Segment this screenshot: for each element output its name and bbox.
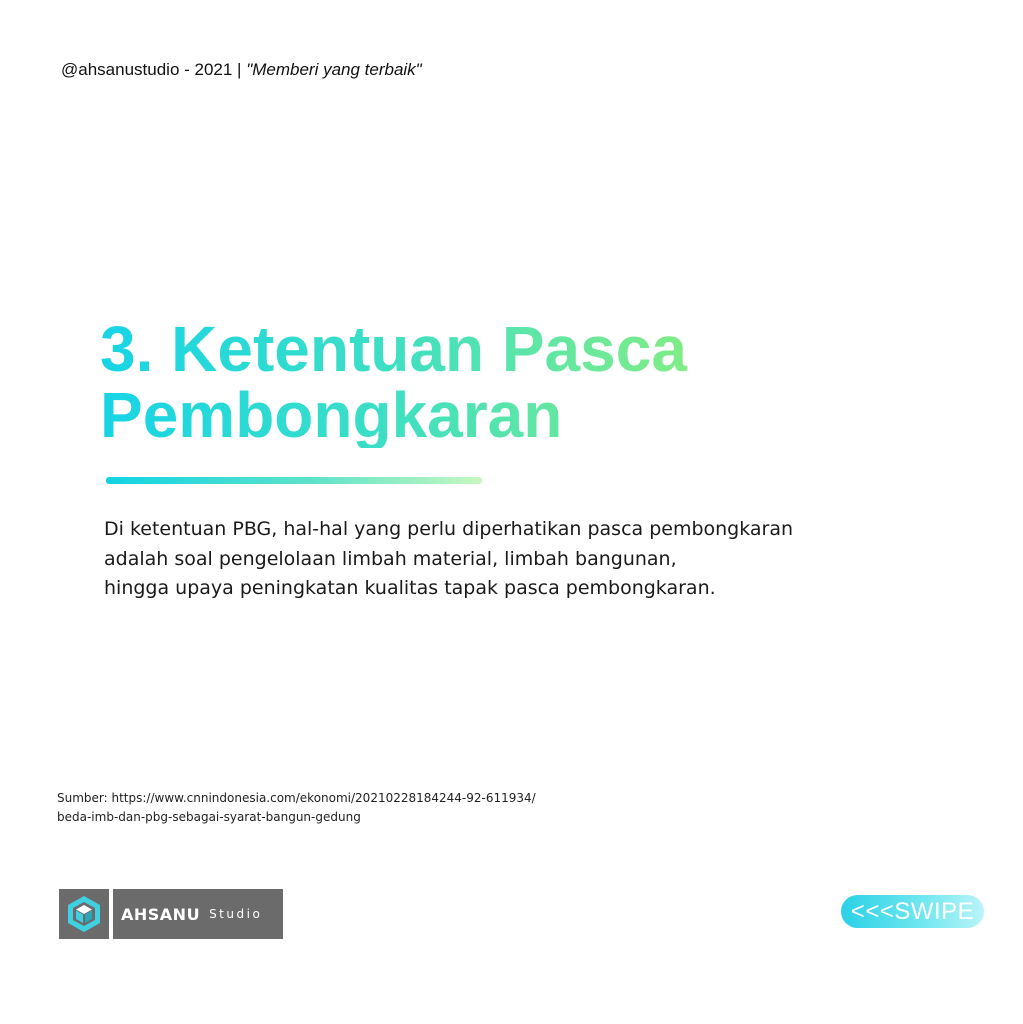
title-line-2: Pembongkaran bbox=[100, 379, 563, 451]
body-line: Di ketentuan PBG, hal-hal yang perlu diperhatikan pasca pembongkaran bbox=[104, 518, 794, 540]
cube-icon bbox=[59, 889, 109, 939]
brand-suffix: Studio bbox=[209, 907, 263, 921]
source-line: beda-imb-dan-pbg-sebagai-syarat-bangun-gedung bbox=[57, 810, 361, 824]
body-line: hingga upaya peningkatan kualitas tapak pasca pembongkaran. bbox=[104, 577, 716, 599]
header-handle: @ahsanustudio - 2021 | bbox=[61, 60, 247, 79]
header-quote: "Memberi yang terbaik" bbox=[246, 60, 422, 79]
body-paragraph bbox=[104, 515, 924, 604]
header-credit bbox=[61, 60, 422, 80]
brand-name: AHSANU bbox=[121, 904, 201, 924]
swipe-button[interactable]: <<<SWIPE bbox=[841, 895, 984, 928]
source-citation bbox=[57, 789, 536, 827]
page-title bbox=[100, 313, 740, 451]
brand-logo bbox=[59, 889, 283, 939]
brand-wordmark bbox=[113, 889, 283, 939]
title-line-1: 3. Ketentuan Pasca bbox=[100, 313, 687, 385]
title-underline bbox=[106, 477, 482, 484]
source-line: Sumber: https://www.cnnindonesia.com/ekonomi/20210228184244-92-611934/ bbox=[57, 791, 536, 805]
body-line: adalah soal pengelolaan limbah material, limbah bangunan, bbox=[104, 547, 677, 570]
